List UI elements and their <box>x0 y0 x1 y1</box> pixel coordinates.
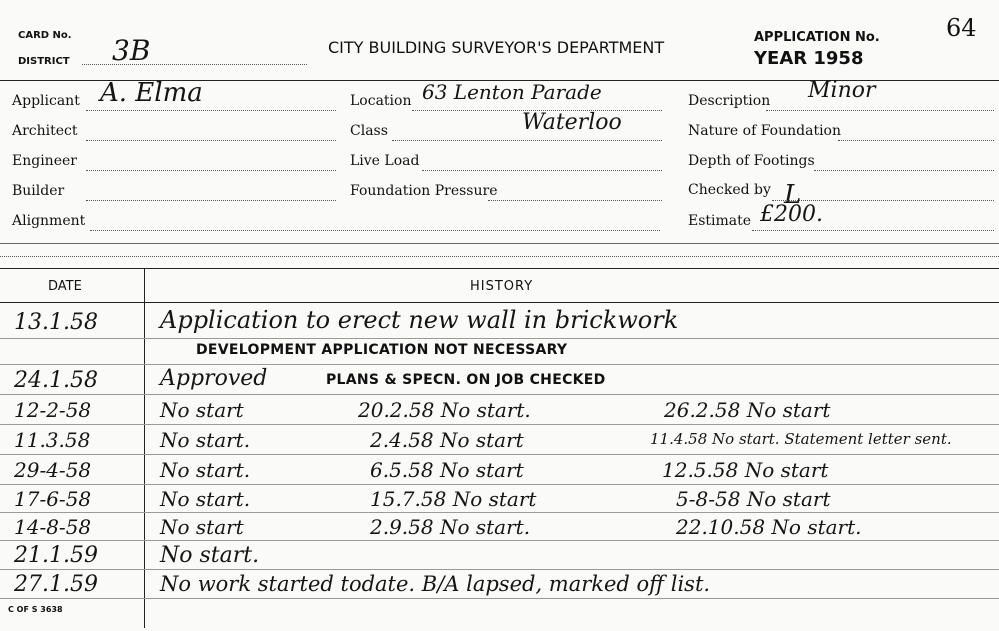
district-dotted-line <box>82 64 307 65</box>
row-history-text: No start. <box>160 458 251 482</box>
row-history-text: 5-8-58 No start <box>676 487 831 511</box>
plans-checked-stamp: PLANS & SPECN. ON JOB CHECKED <box>326 372 606 388</box>
date-column-header: DATE <box>48 279 82 294</box>
live-load-label: Live Load <box>350 153 420 169</box>
row-rule <box>0 454 999 455</box>
row-history-text: Approved <box>160 366 268 391</box>
history-column-header: HISTORY <box>470 279 534 294</box>
row-history-text: No work started todate. B/A lapsed, marked off list. <box>160 572 711 596</box>
description-line <box>766 110 994 111</box>
estimate-line <box>752 230 994 231</box>
application-no-label: APPLICATION No. <box>754 30 880 45</box>
row-history-text: 6.5.58 No start <box>370 458 524 482</box>
checked-by-line <box>772 200 994 201</box>
architect-label: Architect <box>12 123 78 139</box>
district-label: DISTRICT <box>18 56 70 67</box>
development-stamp: DEVELOPMENT APPLICATION NOT NECESSARY <box>196 342 568 358</box>
applicant-value: A. Elma <box>100 78 203 108</box>
table-header-border <box>0 302 999 303</box>
checked-by-value: L <box>784 180 802 210</box>
engineer-line <box>86 170 336 171</box>
row-date: 27.1.59 <box>14 572 98 597</box>
class-line <box>392 140 662 141</box>
row-rule <box>0 424 999 425</box>
row-date: 24.1.58 <box>14 368 98 393</box>
foundation-pressure-label: Foundation Pressure <box>350 183 498 199</box>
estimate-label: Estimate <box>688 213 752 229</box>
row-date: 21.1.59 <box>14 543 98 568</box>
row-rule <box>0 598 999 599</box>
row-history-text: No start. <box>160 543 260 568</box>
row-history-text: 22.10.58 No start. <box>676 515 862 539</box>
row-history-text: 26.2.58 No start <box>664 398 831 422</box>
builder-label: Builder <box>12 183 65 199</box>
row-date: 13.1.58 <box>14 310 98 335</box>
row-date: 17-6-58 <box>14 487 92 511</box>
alignment-label: Alignment <box>12 213 86 229</box>
row-rule <box>0 540 999 541</box>
row-date: 12-2-58 <box>14 398 92 422</box>
class-label: Class <box>350 123 388 139</box>
fields-divider-thin <box>0 243 999 244</box>
description-label: Description <box>688 93 771 109</box>
architect-line <box>86 140 336 141</box>
engineer-label: Engineer <box>12 153 77 169</box>
nature-of-foundation-label: Nature of Foundation <box>688 123 841 139</box>
row-history-text: No start. <box>160 428 251 452</box>
live-load-line <box>422 170 662 171</box>
district-value: 3B <box>112 34 151 67</box>
checked-by-label: Checked by <box>688 182 771 198</box>
date-column-divider <box>144 268 145 628</box>
row-date: 14-8-58 <box>14 515 92 539</box>
department-title: CITY BUILDING SURVEYOR'S DEPARTMENT <box>328 38 665 57</box>
fields-divider-dotted <box>0 256 999 257</box>
location-value: 63 Lenton Parade <box>422 80 602 104</box>
foundation-pressure-line <box>488 200 662 201</box>
row-history-text: 2.9.58 No start. <box>370 515 531 539</box>
depth-of-footings-label: Depth of Footings <box>688 153 815 169</box>
row-rule <box>0 569 999 570</box>
year-label: YEAR 1958 <box>754 48 864 69</box>
row-rule <box>0 484 999 485</box>
description-value: Minor <box>808 78 876 103</box>
row-history-text: 11.4.58 No start. Statement letter sent. <box>650 430 952 448</box>
application-no-value: 64 <box>946 14 977 42</box>
row-history-text: No start <box>160 515 244 539</box>
form-code: C OF S 3638 <box>8 605 63 614</box>
row-history-text: No start <box>160 398 244 422</box>
row-date: 11.3.58 <box>14 428 91 452</box>
alignment-line <box>90 230 660 231</box>
applicant-label: Applicant <box>12 93 80 109</box>
row-history-text: No start. <box>160 487 251 511</box>
row-history-text: 20.2.58 No start. <box>358 398 531 422</box>
depth-of-footings-line <box>814 170 994 171</box>
location-label: Location <box>350 93 412 109</box>
row-history-text: 2.4.58 No start <box>370 428 524 452</box>
row-history-text: Application to erect new wall in brickwork <box>160 306 679 334</box>
row-rule <box>0 364 999 365</box>
table-top-border <box>0 268 999 269</box>
row-rule <box>0 338 999 339</box>
class-value: Waterloo <box>522 110 622 135</box>
row-history-text: 15.7.58 No start <box>370 487 537 511</box>
applicant-line <box>86 110 336 111</box>
estimate-value: £200. <box>760 202 823 227</box>
card-no-label: CARD No. <box>18 30 72 41</box>
row-date: 29-4-58 <box>14 458 92 482</box>
builder-line <box>86 200 336 201</box>
row-history-text: 12.5.58 No start <box>662 458 829 482</box>
row-rule <box>0 394 999 395</box>
nature-of-foundation-line <box>838 140 994 141</box>
row-rule <box>0 512 999 513</box>
